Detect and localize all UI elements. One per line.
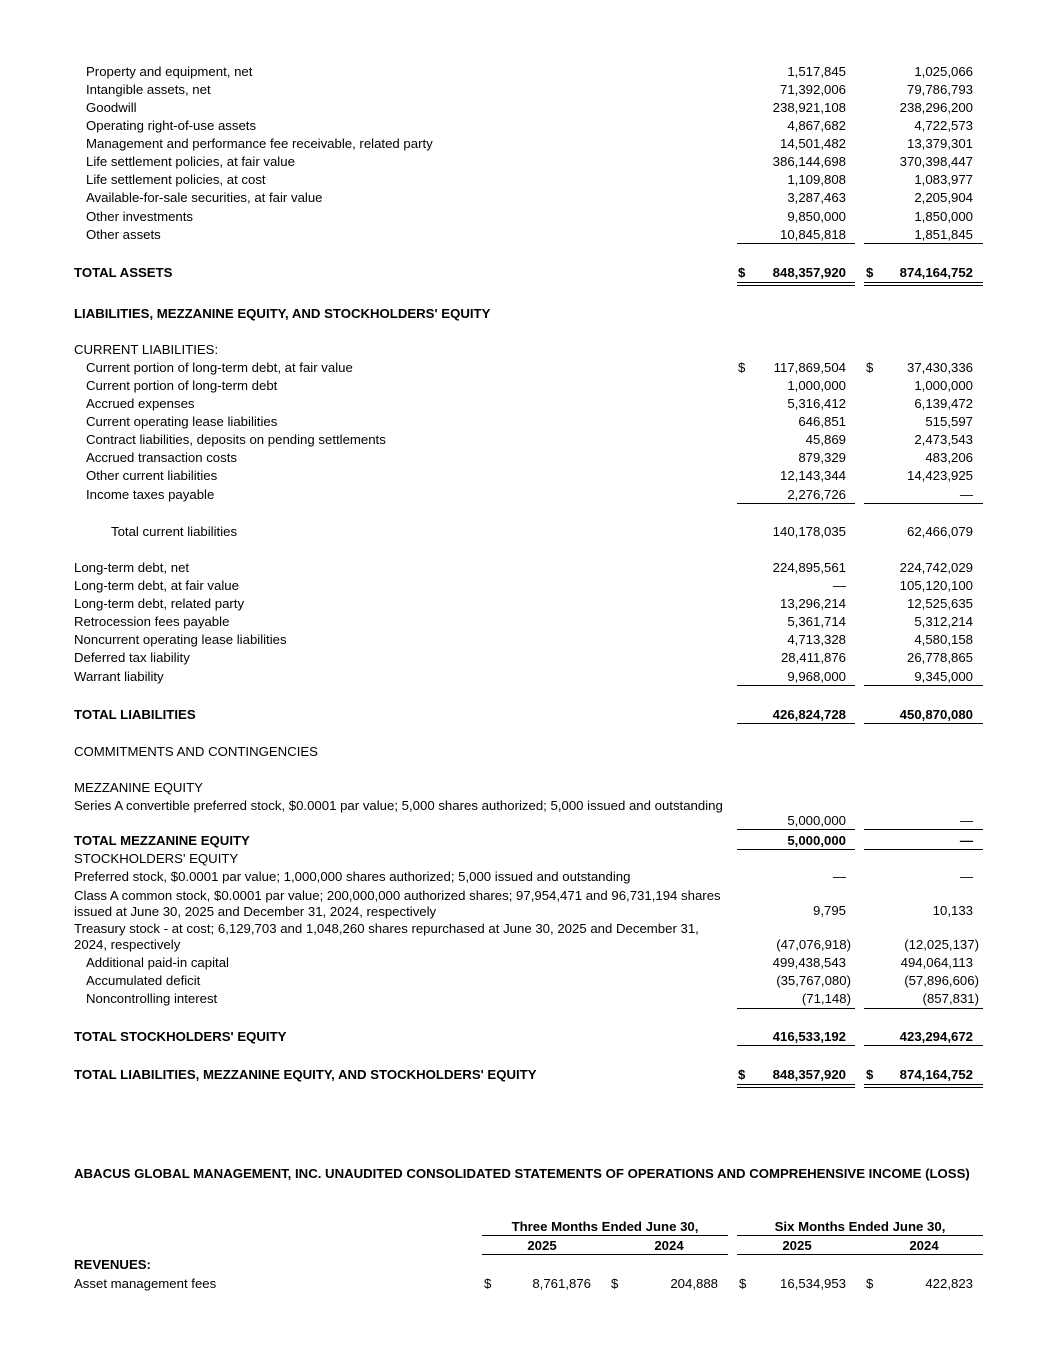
row-label: Asset management fees bbox=[74, 1276, 217, 1291]
row-label: Series A convertible preferred stock, $0.0001 par value; 5,000 shares authorized; 5,000 issued and outstanding bbox=[74, 798, 723, 813]
row-label: Accumulated deficit bbox=[86, 973, 201, 988]
mezzanine-heading: MEZZANINE EQUITY bbox=[74, 780, 203, 795]
row-label: Life settlement policies, at fair value bbox=[86, 154, 295, 169]
value-2025: — bbox=[832, 869, 846, 884]
table-row bbox=[0, 467, 1055, 485]
row-label: TOTAL LIABILITIES bbox=[74, 707, 196, 722]
subtotal-rule bbox=[737, 503, 855, 504]
table-row bbox=[0, 153, 1055, 171]
row-label: TOTAL ASSETS bbox=[74, 265, 173, 280]
commitments-heading: COMMITMENTS AND CONTINGENCIES bbox=[74, 744, 318, 759]
row-label: Income taxes payable bbox=[86, 487, 215, 502]
table-row bbox=[0, 577, 1055, 595]
value-2024: 6,139,472 bbox=[914, 396, 973, 411]
row-label: TOTAL LIABILITIES, MEZZANINE EQUITY, AND STOCKHOLDERS' EQUITY bbox=[74, 1067, 537, 1082]
value-2025: — bbox=[832, 578, 846, 593]
subtotal-rule bbox=[864, 243, 983, 244]
row-label: Current portion of long-term debt bbox=[86, 378, 278, 393]
row-label: TOTAL STOCKHOLDERS' EQUITY bbox=[74, 1029, 287, 1044]
currency-symbol: $ bbox=[738, 360, 746, 375]
table-row bbox=[0, 377, 1055, 395]
total-mezzanine-row bbox=[0, 832, 1055, 850]
table-row bbox=[0, 649, 1055, 667]
row-label: Goodwill bbox=[86, 100, 137, 115]
value-2024: 423,294,672 bbox=[899, 1029, 973, 1044]
row-label: Warrant liability bbox=[74, 669, 164, 684]
year-header: 2025 bbox=[782, 1238, 812, 1253]
row-label: Accrued transaction costs bbox=[86, 450, 237, 465]
currency-symbol: $ bbox=[738, 265, 746, 280]
value-2024: 483,206 bbox=[925, 450, 973, 465]
section-heading bbox=[0, 850, 1055, 868]
table-row bbox=[0, 226, 1055, 244]
total-liabilities-equity-row bbox=[0, 1066, 1055, 1084]
header-rule bbox=[737, 1254, 983, 1255]
row-label: Contract liabilities, deposits on pending settlements bbox=[86, 432, 386, 447]
value-2024: — bbox=[959, 487, 973, 502]
subtotal-row bbox=[0, 523, 1055, 541]
subtotal-rule bbox=[864, 685, 983, 686]
value-2024: 14,423,925 bbox=[906, 468, 973, 483]
value-2024: 4,580,158 bbox=[914, 632, 973, 647]
value-2024: 4,722,573 bbox=[914, 118, 973, 133]
value-2024: 12,525,635 bbox=[906, 596, 973, 611]
row-label: Intangible assets, net bbox=[86, 82, 211, 97]
table-row bbox=[0, 431, 1055, 449]
currency-symbol: $ bbox=[484, 1276, 492, 1291]
value-2025: 5,361,714 bbox=[787, 614, 846, 629]
value-2024: — bbox=[959, 813, 973, 828]
table-row bbox=[0, 486, 1055, 504]
value-2025: 140,178,035 bbox=[772, 524, 846, 539]
table-row bbox=[0, 668, 1055, 686]
value-2024: 2,205,904 bbox=[914, 190, 973, 205]
table-row bbox=[0, 868, 1055, 886]
row-label: Current operating lease liabilities bbox=[86, 414, 278, 429]
row-label: Retrocession fees payable bbox=[74, 614, 230, 629]
revenues-heading: REVENUES: bbox=[74, 1257, 151, 1272]
table-row bbox=[0, 972, 1055, 990]
table-row bbox=[0, 208, 1055, 226]
header-rule bbox=[482, 1254, 728, 1255]
row-label: TOTAL MEZZANINE EQUITY bbox=[74, 833, 250, 848]
table-row bbox=[0, 99, 1055, 117]
value-2024: — bbox=[959, 833, 973, 848]
section-heading bbox=[0, 779, 1055, 797]
value-2025: 3,287,463 bbox=[787, 190, 846, 205]
value-2025: 1,517,845 bbox=[787, 64, 846, 79]
row-label: Operating right-of-use assets bbox=[86, 118, 257, 133]
double-rule bbox=[737, 282, 855, 286]
table-row bbox=[0, 990, 1055, 1008]
value-q2-2025: 8,761,876 bbox=[532, 1276, 591, 1291]
value-2025: 386,144,698 bbox=[772, 154, 846, 169]
value-2025: 13,296,214 bbox=[779, 596, 846, 611]
value-2025: 1,000,000 bbox=[787, 378, 846, 393]
value-2025: 4,867,682 bbox=[787, 118, 846, 133]
row-label: Total current liabilities bbox=[111, 524, 238, 539]
subtotal-rule bbox=[864, 503, 983, 504]
currency-symbol: $ bbox=[866, 1276, 874, 1291]
value-2024: 1,083,977 bbox=[914, 172, 973, 187]
total-liabilities-row bbox=[0, 706, 1055, 724]
table-row bbox=[0, 189, 1055, 207]
value-2025: 238,921,108 bbox=[772, 100, 846, 115]
value-2025: 499,438,543 bbox=[772, 955, 846, 970]
value-2025: 9,795 bbox=[812, 903, 846, 918]
row-label: Available-for-sale securities, at fair value bbox=[86, 190, 323, 205]
value-2024: 1,851,845 bbox=[914, 227, 973, 242]
value-2024: 874,164,752 bbox=[899, 265, 973, 280]
value-2025: 2,276,726 bbox=[787, 487, 846, 502]
table-row bbox=[0, 888, 1055, 922]
value-2024: (857,831) bbox=[922, 991, 979, 1006]
row-label: Property and equipment, net bbox=[86, 64, 253, 79]
total-stockholders-equity-row bbox=[0, 1028, 1055, 1046]
row-label: Preferred stock, $0.0001 par value; 1,000,000 shares authorized; 5,000 issued and outstanding bbox=[74, 869, 631, 884]
value-2024: 10,133 bbox=[932, 903, 973, 918]
row-label: Noncontrolling interest bbox=[86, 991, 218, 1006]
row-label: Long-term debt, related party bbox=[74, 596, 245, 611]
row-label: Noncurrent operating lease liabilities bbox=[74, 632, 287, 647]
subtotal-rule bbox=[737, 1008, 855, 1009]
value-6m-2024: 422,823 bbox=[925, 1276, 973, 1291]
header-rule bbox=[482, 1235, 728, 1236]
table-row bbox=[0, 613, 1055, 631]
value-2024: 1,850,000 bbox=[914, 209, 973, 224]
value-2025: 426,824,728 bbox=[772, 707, 846, 722]
double-rule bbox=[737, 1084, 855, 1088]
value-2024: (57,896,606) bbox=[904, 973, 979, 988]
stockholders-equity-heading: STOCKHOLDERS' EQUITY bbox=[74, 851, 239, 866]
value-2025: 71,392,006 bbox=[779, 82, 846, 97]
year-header: 2024 bbox=[654, 1238, 684, 1253]
value-2025: (35,767,080) bbox=[776, 973, 851, 988]
table-row bbox=[0, 631, 1055, 649]
table-row bbox=[0, 1275, 1055, 1293]
value-2024: 494,064,113 bbox=[900, 955, 973, 970]
row-label: Long-term debt, net bbox=[74, 560, 190, 575]
section-heading bbox=[0, 1256, 1055, 1274]
row-label: Accrued expenses bbox=[86, 396, 195, 411]
three-months-header: Three Months Ended June 30, bbox=[511, 1219, 699, 1234]
subtotal-rule bbox=[737, 685, 855, 686]
value-2024: 874,164,752 bbox=[899, 1067, 973, 1082]
value-2024: (12,025,137) bbox=[904, 937, 979, 952]
value-2024: — bbox=[959, 869, 973, 884]
currency-symbol: $ bbox=[866, 360, 874, 375]
currency-symbol: $ bbox=[738, 1067, 746, 1082]
row-label: Treasury stock - at cost; 6,129,703 and 1,048,260 shares repurchased at June 30, 2025 and December 31, 2024, respectively bbox=[74, 921, 699, 952]
value-2025: 5,000,000 bbox=[787, 813, 846, 828]
current-liabilities-heading: CURRENT LIABILITIES: bbox=[74, 342, 219, 357]
row-label: Additional paid-in capital bbox=[86, 955, 229, 970]
table-row bbox=[0, 559, 1055, 577]
value-2025: 848,357,920 bbox=[772, 1067, 846, 1082]
value-2024: 5,312,214 bbox=[914, 614, 973, 629]
value-2025: 28,411,876 bbox=[780, 650, 846, 665]
value-2025: 1,109,808 bbox=[787, 172, 846, 187]
table-row bbox=[0, 449, 1055, 467]
currency-symbol: $ bbox=[611, 1276, 619, 1291]
table-row bbox=[0, 921, 1055, 955]
value-2025: 117,869,504 bbox=[773, 360, 846, 375]
currency-symbol: $ bbox=[866, 265, 874, 280]
value-2025: 12,143,344 bbox=[779, 468, 846, 483]
value-2024: 1,025,066 bbox=[914, 64, 973, 79]
value-2024: 450,870,080 bbox=[899, 707, 973, 722]
value-2025: 45,869 bbox=[805, 432, 846, 447]
row-label: Other assets bbox=[86, 227, 161, 242]
year-header: 2024 bbox=[909, 1238, 939, 1253]
subtotal-rule bbox=[864, 1008, 983, 1009]
operations-statement-title: ABACUS GLOBAL MANAGEMENT, INC. UNAUDITED CONSOLIDATED STATEMENTS OF OPERATIONS AND COMPREHENSIVE INCOME (LOSS) bbox=[74, 1166, 970, 1181]
subtotal-rule bbox=[737, 243, 855, 244]
value-2025: (47,076,918) bbox=[776, 937, 851, 952]
value-q2-2024: 204,888 bbox=[670, 1276, 718, 1291]
value-2024: 2,473,543 bbox=[914, 432, 973, 447]
row-label: Class A common stock, $0.0001 par value; 200,000,000 authorized shares; 97,954,471 and 96,731,194 shares issued at June 30, 2025 and December 31, 2024, respectively bbox=[74, 888, 721, 919]
value-2024: 62,466,079 bbox=[906, 524, 973, 539]
currency-symbol: $ bbox=[739, 1276, 747, 1291]
table-row bbox=[0, 171, 1055, 189]
table-row bbox=[0, 135, 1055, 153]
total-rule bbox=[864, 723, 983, 724]
table-row bbox=[0, 595, 1055, 613]
value-2025: 646,851 bbox=[798, 414, 846, 429]
value-2025: 5,316,412 bbox=[787, 396, 846, 411]
header-rule bbox=[737, 1235, 983, 1236]
value-2024: 9,345,000 bbox=[914, 669, 973, 684]
value-2025: 5,000,000 bbox=[787, 833, 846, 848]
total-rule bbox=[737, 1045, 855, 1046]
total-rule bbox=[864, 1045, 983, 1046]
table-row bbox=[0, 954, 1055, 972]
table-row bbox=[0, 117, 1055, 135]
value-2025: 4,713,328 bbox=[787, 632, 846, 647]
value-2025: 224,895,561 bbox=[772, 560, 846, 575]
total-assets-row bbox=[0, 264, 1055, 282]
table-row bbox=[0, 798, 1055, 832]
value-2024: 105,120,100 bbox=[899, 578, 973, 593]
table-row bbox=[0, 395, 1055, 413]
value-2025: 10,845,818 bbox=[779, 227, 846, 242]
value-2024: 79,786,793 bbox=[906, 82, 973, 97]
liabilities-heading: LIABILITIES, MEZZANINE EQUITY, AND STOCKHOLDERS' EQUITY bbox=[74, 306, 491, 321]
row-label: Deferred tax liability bbox=[74, 650, 190, 665]
row-label: Management and performance fee receivable, related party bbox=[86, 136, 433, 151]
row-label: Current portion of long-term debt, at fair value bbox=[86, 360, 353, 375]
value-2025: 14,501,482 bbox=[779, 136, 846, 151]
total-rule bbox=[737, 723, 855, 724]
value-2025: 848,357,920 bbox=[772, 265, 846, 280]
double-rule bbox=[864, 1084, 983, 1088]
row-label: Other current liabilities bbox=[86, 468, 218, 483]
value-2025: 879,329 bbox=[798, 450, 846, 465]
double-rule bbox=[864, 282, 983, 286]
value-2024: 238,296,200 bbox=[899, 100, 973, 115]
table-row bbox=[0, 413, 1055, 431]
value-2024: 515,597 bbox=[925, 414, 973, 429]
value-2024: 37,430,336 bbox=[906, 360, 973, 375]
value-2024: 224,742,029 bbox=[899, 560, 973, 575]
table-row bbox=[0, 359, 1055, 377]
value-2024: 1,000,000 bbox=[914, 378, 973, 393]
table-row bbox=[0, 63, 1055, 81]
value-2025: 9,850,000 bbox=[787, 209, 846, 224]
row-label: Life settlement policies, at cost bbox=[86, 172, 266, 187]
section-heading bbox=[0, 743, 1055, 761]
value-2025: 416,533,192 bbox=[772, 1029, 846, 1044]
value-2024: 13,379,301 bbox=[906, 136, 973, 151]
row-label: Long-term debt, at fair value bbox=[74, 578, 239, 593]
value-2024: 26,778,865 bbox=[906, 650, 973, 665]
currency-symbol: $ bbox=[866, 1067, 874, 1082]
section-heading bbox=[0, 341, 1055, 359]
value-6m-2025: 16,534,953 bbox=[779, 1276, 846, 1291]
value-2024: 370,398,447 bbox=[899, 154, 973, 169]
table-row bbox=[0, 81, 1055, 99]
six-months-header: Six Months Ended June 30, bbox=[774, 1219, 946, 1234]
value-2025: 9,968,000 bbox=[787, 669, 846, 684]
subtotal-rule bbox=[864, 829, 983, 830]
value-2025: (71,148) bbox=[801, 991, 851, 1006]
row-label: Other investments bbox=[86, 209, 194, 224]
section-heading bbox=[0, 305, 1055, 323]
year-header: 2025 bbox=[527, 1238, 557, 1253]
subtotal-rule bbox=[737, 829, 855, 830]
